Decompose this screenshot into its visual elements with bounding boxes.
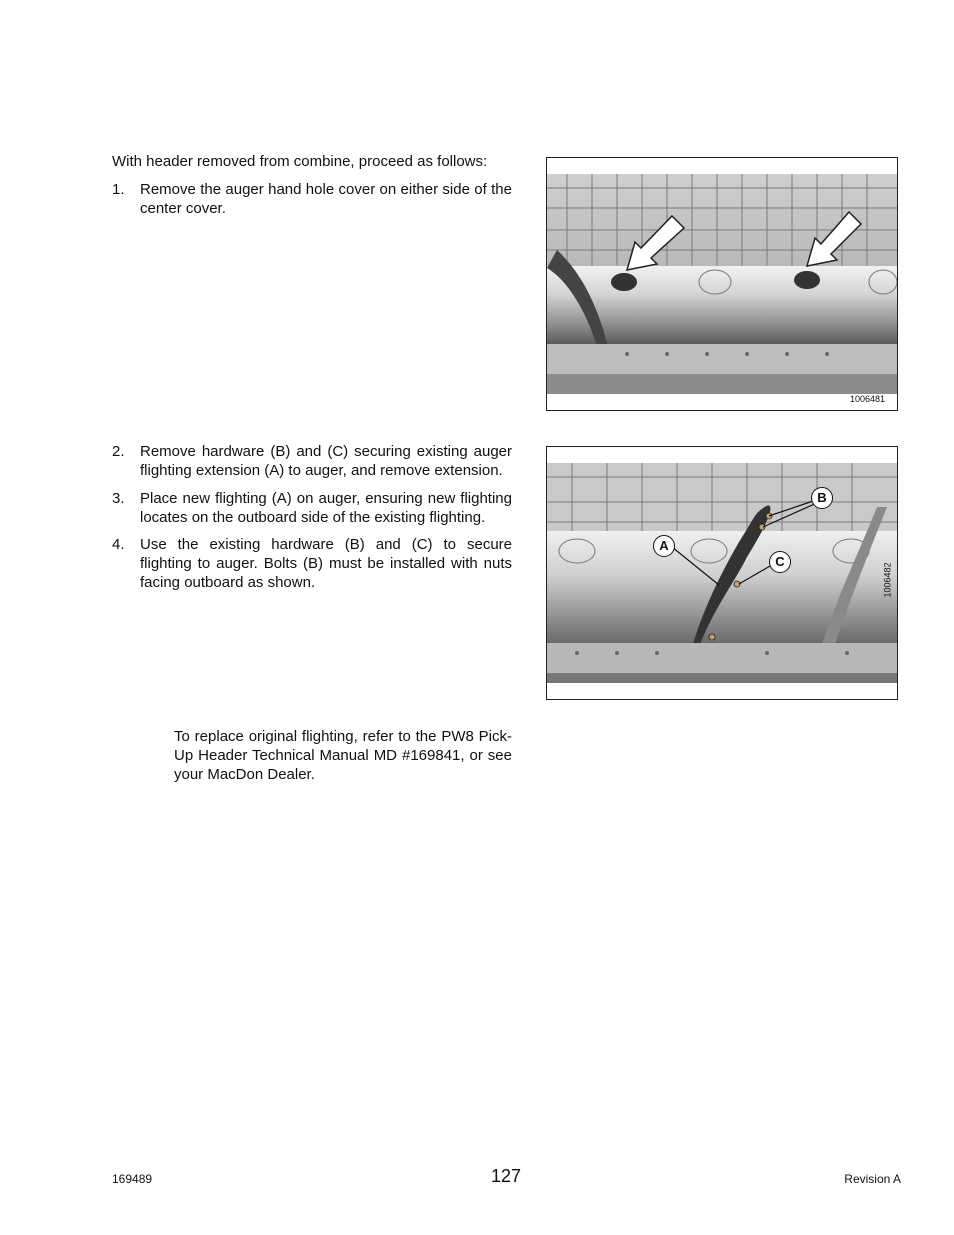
step-3-number: 3. [112,490,125,507]
callout-c: C [769,551,791,573]
figure-1-number: 1006481 [849,394,885,404]
figure-1-illustration [547,158,897,410]
step-1-number: 1. [112,181,125,198]
step-4-number: 4. [112,536,125,553]
figure-2-number: 1006482 [882,562,893,598]
step-1-text: Remove the auger hand hole cover on either side of the center cover. [140,181,512,217]
callout-b: B [811,487,833,509]
step-4-text: Use the existing hardware (B) and (C) to secure flighting to auger. Bolts (B) must be installed with nuts facing outboard as shown. [140,536,512,591]
note-text: To replace original flighting, refer to the PW8 Pick-Up Header Technical Manual MD #169841, or see your MacDon Dealer. [174,728,512,783]
figure-flighting-extension [546,446,898,700]
footer-page-number: 127 [491,1166,522,1186]
figure-hand-hole-covers [546,157,898,411]
callout-a: A [653,535,675,557]
step-2-text: Remove hardware (B) and (C) securing existing auger flighting extension (A) to auger, and remove extension. [140,443,512,479]
footer-revision: Revision A [844,1172,901,1186]
figure-2-illustration [547,447,897,699]
step-3-text: Place new flighting (A) on auger, ensuring new flighting locates on the outboard side of the existing flighting. [140,490,512,526]
step-2-number: 2. [112,443,125,460]
intro-text: With header removed from combine, proceed as follows: [112,153,488,170]
footer-doc-number: 169489 [112,1172,153,1186]
